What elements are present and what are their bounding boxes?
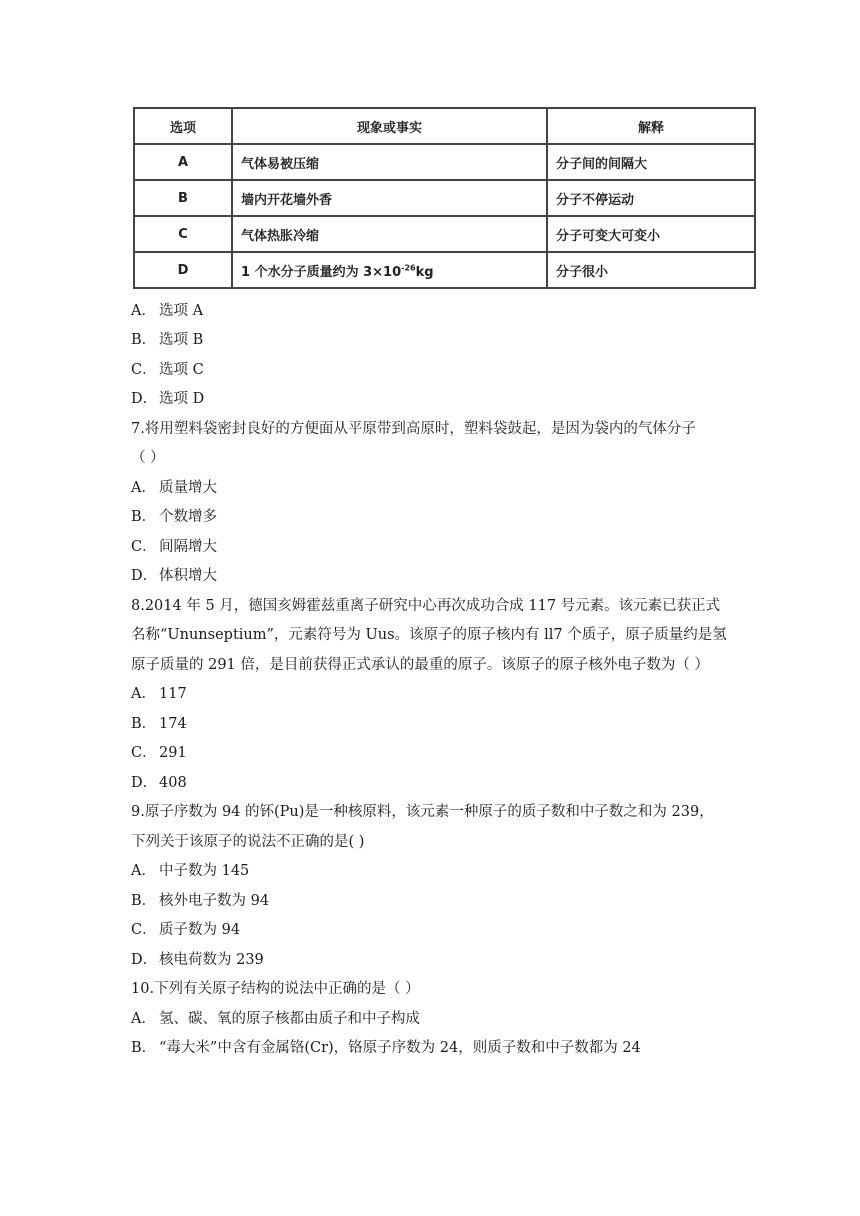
table-cell-option: A	[134, 144, 232, 180]
option-line	[131, 566, 217, 586]
question-stem: 9.原子序数为 94 的钚(Pu)是一种核原料，该元素一种原子的质子数和中子数之和为 239，	[131, 804, 714, 820]
option-line	[131, 301, 203, 321]
table-cell-explanation: 分子间的间隔大	[547, 144, 755, 180]
question-stem: 7.将用塑料袋密封良好的方便面从平原带到高原时，塑料袋鼓起，是因为袋内的气体分子	[131, 421, 696, 437]
option-text: 质子数为 94	[159, 922, 241, 938]
table-cell-option: C	[134, 216, 232, 252]
question-stem: 原子质量的 291 倍，是目前获得正式承认的最重的原子。该原子的原子核外电子数为（ ）	[131, 657, 709, 673]
option-label: A．	[131, 686, 156, 702]
option-label: B．	[131, 332, 157, 348]
option-label: B．	[131, 509, 157, 525]
table-cell-fact: 墙内开花墙外香	[232, 180, 547, 216]
option-line	[131, 950, 264, 970]
option-line	[131, 743, 187, 763]
option-label: C．	[131, 362, 157, 378]
option-text: 408	[159, 775, 187, 791]
table-header: 选项	[134, 108, 232, 144]
unit-text: kg	[415, 264, 434, 280]
table-cell-fact: 气体热胀冷缩	[232, 216, 547, 252]
table-cell-explanation: 分子可变大可变小	[547, 216, 755, 252]
table-header: 现象或事实	[232, 108, 547, 144]
option-line	[131, 920, 240, 940]
option-label: A．	[131, 303, 156, 319]
option-text: 核外电子数为 94	[159, 893, 270, 909]
question-stem: 10.下列有关原子结构的说法中正确的是（ ）	[131, 981, 420, 997]
option-label: C．	[131, 539, 157, 555]
table-cell-option: B	[134, 180, 232, 216]
option-line	[131, 507, 217, 527]
table-cell-option: D	[134, 252, 232, 288]
option-text: 体积增大	[159, 568, 217, 584]
table-cell-fact: 气体易被压缩	[232, 144, 547, 180]
question-stem: 8.2014 年 5 月，德国亥姆霍兹重离子研究中心再次成功合成 117 号元素。该元素已获正式	[131, 598, 721, 614]
option-line	[131, 1009, 420, 1029]
option-text: 个数增多	[159, 509, 217, 525]
table-row	[134, 216, 755, 252]
fact-text: 1 个水分子质量约为 3×10	[241, 264, 402, 280]
option-label: B．	[131, 893, 157, 909]
option-text: 间隔增大	[159, 539, 217, 555]
option-text: 117	[159, 686, 187, 702]
table-row	[134, 252, 755, 288]
option-label: A．	[131, 480, 156, 496]
option-text: 质量增大	[159, 480, 217, 496]
option-text: 中子数为 145	[159, 863, 250, 879]
table-cell-fact	[232, 252, 547, 288]
option-line	[131, 1038, 641, 1058]
option-text: 核电荷数为 239	[159, 952, 264, 968]
option-line	[131, 330, 203, 350]
table-cell-explanation: 分子很小	[547, 252, 755, 288]
option-label: A．	[131, 1011, 156, 1027]
option-text: 选项 C	[159, 362, 204, 378]
option-label: C．	[131, 745, 157, 761]
exponent: -26	[401, 263, 416, 273]
question-stem: 名称“Ununseptium”，元素符号为 Uus。该原子的原子核内有 ll7 个质子，原子质量约是氢	[131, 627, 727, 643]
option-line	[131, 861, 249, 881]
option-line	[131, 360, 204, 380]
option-text: 174	[159, 716, 187, 732]
option-line	[131, 684, 187, 704]
option-line	[131, 389, 204, 409]
option-label: B．	[131, 1040, 157, 1056]
question-stem: 下列关于该原子的说法不正确的是( )	[131, 834, 365, 850]
option-label: A．	[131, 863, 156, 879]
option-text: 选项 D	[159, 391, 205, 407]
table-row	[134, 144, 755, 180]
table-cell-explanation: 分子不停运动	[547, 180, 755, 216]
option-text: 氢、碳、氧的原子核都由质子和中子构成	[159, 1011, 420, 1027]
option-label: D．	[131, 568, 158, 584]
option-line	[131, 478, 217, 498]
option-line	[131, 773, 187, 793]
option-text: 选项 B	[159, 332, 204, 348]
option-line	[131, 537, 217, 557]
option-label: D．	[131, 952, 158, 968]
option-line	[131, 891, 269, 911]
options-table	[133, 107, 756, 289]
option-label: C．	[131, 922, 157, 938]
option-label: D．	[131, 391, 158, 407]
option-label: D．	[131, 775, 158, 791]
option-text: “毒大米”中含有金属铬(Cr)，铬原子序数为 24，则质子数和中子数都为 24	[159, 1040, 641, 1056]
table-row	[134, 180, 755, 216]
option-line	[131, 714, 187, 734]
option-label: B．	[131, 716, 157, 732]
question-stem: （ ）	[131, 450, 165, 466]
table-header: 解释	[547, 108, 755, 144]
option-text: 291	[159, 745, 187, 761]
table-header-row	[134, 108, 755, 144]
option-text: 选项 A	[159, 303, 204, 319]
